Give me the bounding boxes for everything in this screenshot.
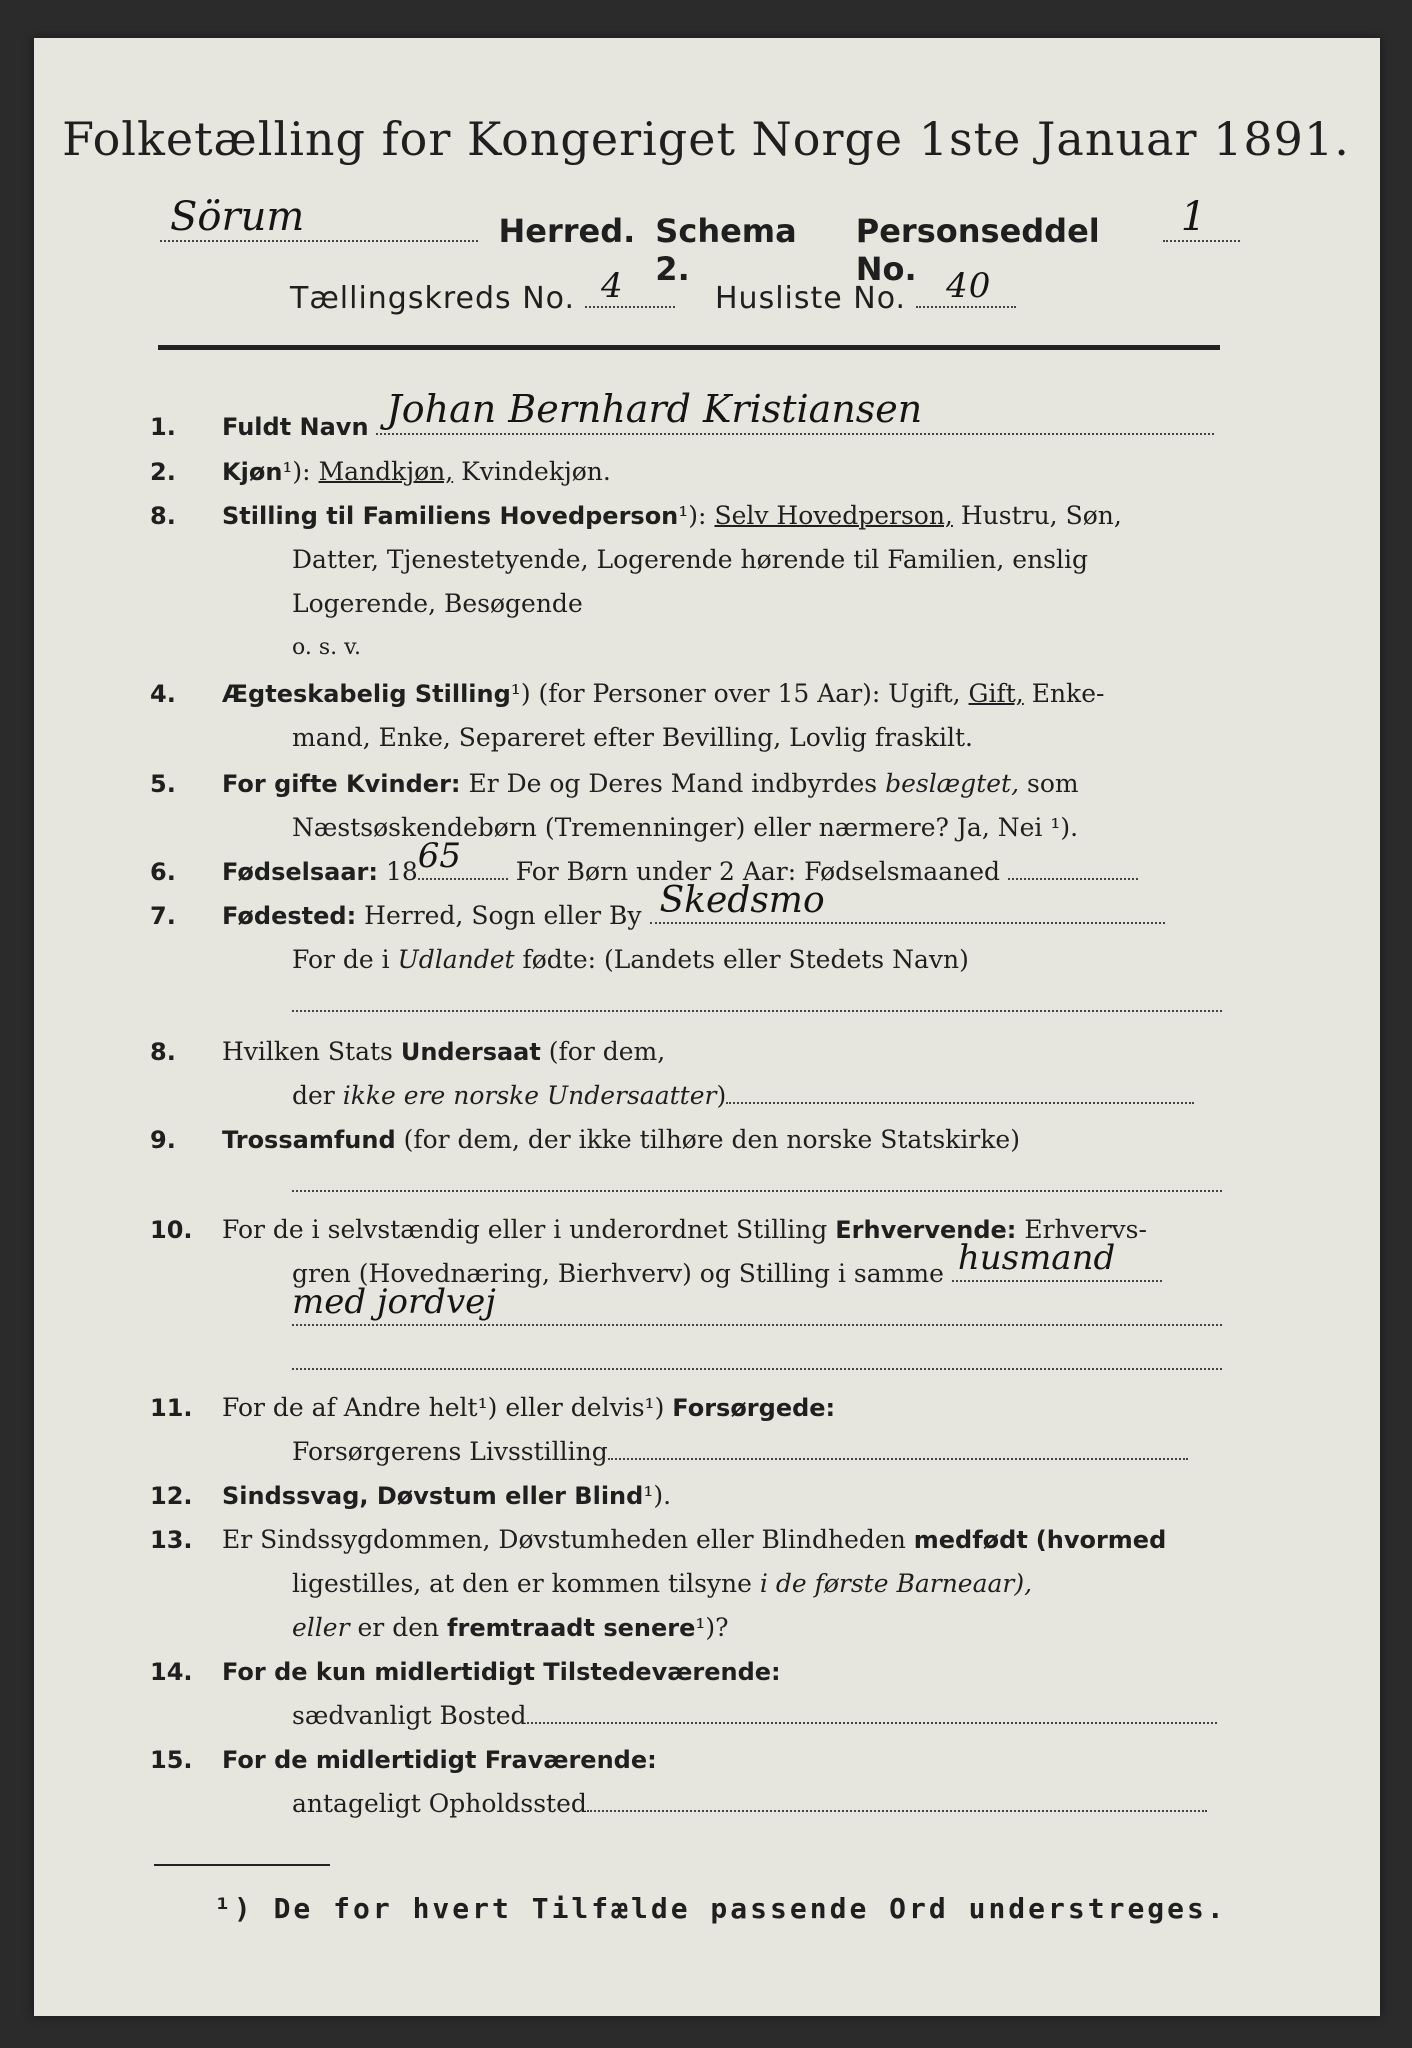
schema-label: Schema 2. <box>655 212 797 288</box>
question-10-line-3 <box>150 1282 1372 1339</box>
birthplace-value: Skedsmo <box>659 880 825 921</box>
kreds-line <box>290 266 1016 316</box>
question-3: 8. Stilling til Familiens Hovedperson¹): Selv Hovedperson, Hustru, Søn, <box>150 501 1122 530</box>
occupation-field-3 <box>292 1368 1222 1370</box>
question-9: 9. Trossamfund (for dem, der ikke tilhøre den norske Statskirke) <box>150 1125 1020 1154</box>
occupation-field-2 <box>292 1282 1222 1326</box>
question-13-line-2: ligestilles, at den er kommen tilsyne i de første Barneaar), <box>292 1569 1033 1598</box>
civil-status-option-gift: Gift, <box>968 679 1024 708</box>
abode-field <box>587 1810 1207 1812</box>
question-10-line-4 <box>150 1340 1372 1383</box>
foreign-birthplace-field <box>292 1010 1222 1012</box>
question-15: 15. For de midlertidigt Fraværende: <box>150 1746 657 1774</box>
question-14-line-2: sædvanligt Bosted <box>150 1694 1372 1737</box>
personseddel-label: Personseddel No. <box>855 212 1100 288</box>
header-rule <box>158 345 1220 350</box>
full-name-value: Johan Bernhard Kristiansen <box>386 387 923 431</box>
question-4-line-2: mand, Enke, Separeret efter Bevilling, Lovlig fraskilt. <box>292 723 973 752</box>
kreds-value: 4 <box>601 266 624 306</box>
kreds-field <box>585 266 675 308</box>
question-7-line-2: For de i Udlandet fødte: (Landets eller Stedets Navn) <box>292 945 969 974</box>
footnote: ¹) De for hvert Tilfælde passende Ord understreges. <box>214 1892 1227 1925</box>
personseddel-field <box>1163 194 1240 242</box>
question-5-line-2: Næstsøskendebørn (Tremenninger) eller nærmere? Ja, Nei ¹). <box>292 813 1079 842</box>
personseddel-value: 1 <box>1180 194 1207 240</box>
birth-year-value: 65 <box>417 836 462 876</box>
question-10: 10. For de i selvstændig eller i underordnet Stilling Erhvervende: Erhvervs- <box>150 1215 1147 1244</box>
question-10-line-2: gren (Hovednæring, Bierhverv) og Stilling i samme husmand <box>150 1252 1372 1295</box>
provider-field <box>608 1458 1188 1460</box>
question-9-line-2 <box>150 1162 1372 1205</box>
question-7-line-3 <box>150 982 1372 1025</box>
birth-year-field <box>417 836 508 880</box>
question-13-line-3: eller er den fremtraadt senere¹)? <box>292 1613 729 1642</box>
occupation-field <box>952 1238 1162 1282</box>
herred-field <box>160 194 478 242</box>
husliste-label: Husliste No. <box>715 281 907 316</box>
kjon-option-mandkjon: Mandkjøn, <box>318 457 454 486</box>
question-1: 1. Fuldt Navn Johan Bernhard Kristiansen <box>150 405 1230 449</box>
question-3-line-4: o. s. v. <box>292 635 361 660</box>
residence-field <box>527 1722 1217 1724</box>
question-13: 13. Er Sindssygdommen, Døvstumheden eller Blindheden medfødt (hvormed <box>150 1525 1167 1554</box>
kreds-label: Tællingskreds No. <box>290 281 575 316</box>
question-3-line-2: Datter, Tjenestetyende, Logerende hørende til Familien, enslig <box>292 545 1089 574</box>
footnote-rule <box>154 1864 330 1866</box>
religion-field <box>292 1190 1222 1192</box>
question-5: 5. For gifte Kvinder: Er De og Deres Mand indbyrdes beslægtet, som <box>150 769 1079 798</box>
occupation-value-1: husmand <box>957 1238 1116 1278</box>
stilling-option-selv: Selv Hovedperson, <box>714 501 953 530</box>
question-12: 12. Sindssvag, Døvstum eller Blind¹). <box>150 1481 672 1510</box>
herred-label: Herred. <box>498 212 636 250</box>
question-11: 11. For de af Andre helt¹) eller delvis¹) Forsørgede: <box>150 1393 836 1422</box>
herred-value: Sörum <box>170 194 305 240</box>
birth-month-field <box>1008 878 1138 880</box>
question-7: 7. Fødested: Herred, Sogn eller By Skedsmo <box>150 894 1230 938</box>
question-14: 14. For de kun midlertidigt Tilstedeværende: <box>150 1658 781 1686</box>
nationality-field <box>726 1102 1194 1104</box>
question-4: 4. Ægteskabelig Stilling¹) (for Personer over 15 Aar): Ugift, Gift, Enke- <box>150 679 1105 708</box>
husliste-field <box>916 266 1016 308</box>
husliste-value: 40 <box>946 266 992 306</box>
birthplace-field <box>650 880 1165 924</box>
occupation-value-2: med jordvej <box>292 1282 496 1322</box>
question-6: 6. Fødselsaar: 18 65 For Børn under 2 Aar: Fødselsmaaned <box>150 850 1230 894</box>
form-title: Folketælling for Kongeriget Norge 1ste Januar 1891. <box>62 112 1350 166</box>
question-8-line-2: der ikke ere norske Undersaatter) <box>150 1074 1372 1117</box>
question-11-line-2: Forsørgerens Livsstilling <box>150 1430 1372 1473</box>
question-3-line-3: Logerende, Besøgende <box>292 589 583 618</box>
question-15-line-2: antageligt Opholdssted <box>150 1782 1372 1825</box>
kjon-option-kvindekjon: Kvindekjøn. <box>461 457 611 486</box>
question-8: 8. Hvilken Stats Undersaat (for dem, <box>150 1037 666 1066</box>
question-2: 2. Kjøn¹): Mandkjøn, Kvindekjøn. <box>150 457 611 486</box>
